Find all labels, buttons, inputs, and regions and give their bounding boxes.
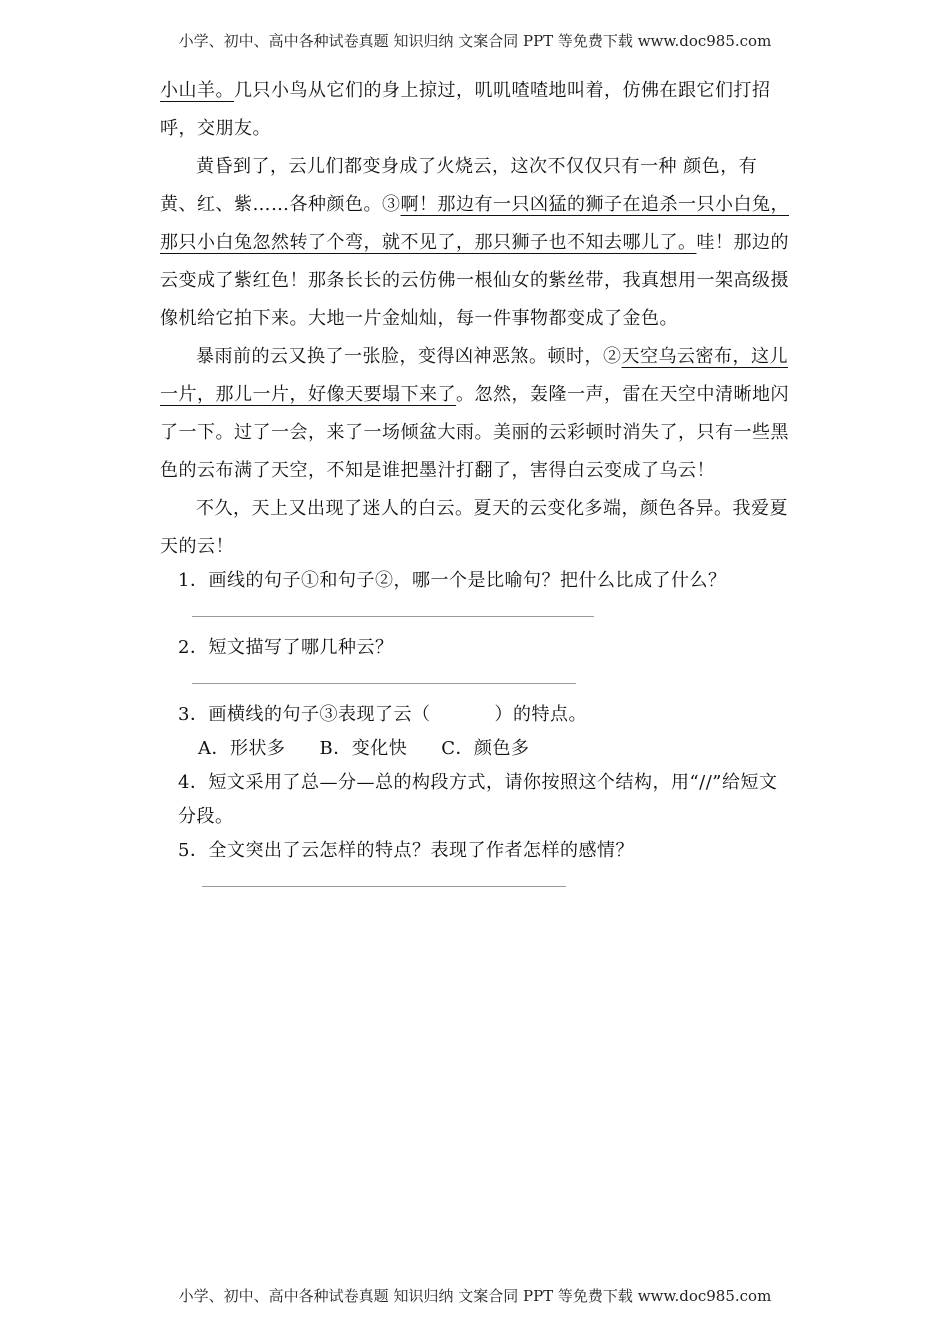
page-header: 小学、初中、高中各种试卷真题 知识归纳 文案合同 PPT 等免费下载 www.doc985.com xyxy=(178,32,772,50)
question-3: 3．画横线的句子③表现了云（ ）的特点。 xyxy=(178,704,587,725)
answer-line-1[interactable] xyxy=(192,616,594,617)
passage-paragraph-3: 暴雨前的云又换了一张脸，变得凶神恶煞。顿时，②天空乌云密布，这儿一片，那儿一片，好像天要塌下来了。忽然，轰隆一声，雷在天空中清晰地闪了一下。过了一会，来了一场倾盆大雨。美丽的云彩顿时消失了，只有一些黑色的云布满了天空，不知是谁把墨汁打翻了，害得白云变成了乌云！ xyxy=(160,346,789,481)
passage-paragraph-4: 不久，天上又出现了迷人的白云。夏天的云变化多端，颜色各异。我爱夏天的云！ xyxy=(160,498,788,557)
question-4: 4．短文采用了总—分—总的构段方式，请你按照这个结构，用“//”给短文分段。 xyxy=(178,772,778,827)
underlined-sentence-3: 啊！那边有一只凶猛的狮子在追杀一只小白兔，那只小白兔忽然转了个弯，就不见了，那只狮子也不知去哪儿了。 xyxy=(160,194,789,253)
question-3-options xyxy=(160,732,790,766)
document-body xyxy=(160,72,790,901)
underlined-text: 小山羊。 xyxy=(160,80,234,101)
page-footer: 小学、初中、高中各种试卷真题 知识归纳 文案合同 PPT 等免费下载 www.doc985.com xyxy=(178,1287,772,1305)
passage-paragraph-1: 小山羊。几只小鸟从它们的身上掠过，叽叽喳喳地叫着，仿佛在跟它们打招呼，交朋友。 xyxy=(160,80,771,139)
underlined-sentence-2: 天空乌云密布，这儿一片，那儿一片，好像天要塌下来了 xyxy=(160,346,788,405)
question-5: 5．全文突出了云怎样的特点？表现了作者怎样的感情？ xyxy=(178,840,634,861)
question-2: 2．短文描写了哪几种云？ xyxy=(178,637,394,658)
question-1: 1．画线的句子①和句子②，哪一个是比喻句？把什么比成了什么？ xyxy=(178,570,727,591)
passage-paragraph-2: 黄昏到了，云儿们都变身成了火烧云，这次不仅仅只有一种 颜色，有黄、红、紫……各种颜色。③啊！那边有一只凶猛的狮子在追杀一只小白兔，那只小白兔忽然转了个弯，就不见了，那只狮子也不知去哪儿了。哇！那边的云变成了紫红色！那条长长的云仿佛一根仙女的紫丝带，我真想用一架高级摄像机给它拍下来。大地一片金灿灿，每一件事物都变成了金色。 xyxy=(160,156,789,329)
answer-line-2[interactable] xyxy=(192,683,576,684)
option-c[interactable]: C．颜色多 xyxy=(441,738,530,759)
option-b[interactable]: B．变化快 xyxy=(319,738,408,759)
option-a[interactable]: A．形状多 xyxy=(198,738,286,759)
answer-line-5[interactable] xyxy=(202,886,566,887)
